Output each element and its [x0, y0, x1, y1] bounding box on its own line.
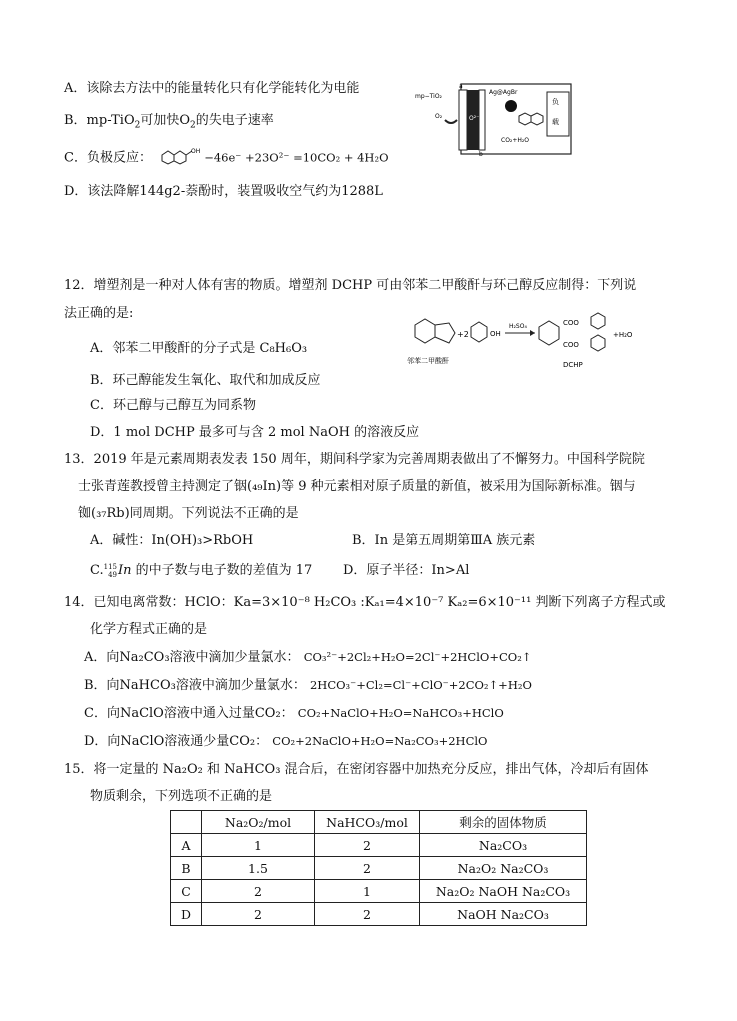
table-cell: 1: [315, 880, 420, 903]
tio2-label: mp−TiO₂: [415, 93, 442, 100]
agbr-label: Ag@AgBr: [489, 89, 518, 96]
table-cell: Na₂O₂ NaOH Na₂CO₃: [420, 880, 587, 903]
o2-minus-label: O²⁻: [469, 115, 480, 122]
table-header: [171, 811, 202, 834]
q13-stem-line3: 铷(₃₇Rb)同周期。下列说法不正确的是: [78, 506, 299, 521]
plus2-label: +2: [457, 330, 469, 339]
terminal-b: b: [479, 151, 483, 158]
table-cell: Na₂CO₃: [420, 834, 587, 857]
q12-stem-line2: 法正确的是:: [64, 306, 134, 321]
q14-stem-line1: 14．已知电离常数：HClO：Ka=3×10⁻⁸ H₂CO₃ :Kₐ₁=4×10⁻⁷ Kₐ₂=6×10⁻¹¹ 判断下列离子方程式或: [64, 595, 666, 610]
q12-option-b: B．环己醇能发生氧化、取代和加成反应: [90, 373, 321, 388]
table-cell: D: [171, 903, 202, 926]
naphthol-structure: [156, 147, 200, 169]
q13-option-d: D．原子半径：In>Al: [343, 563, 470, 578]
q14-option-b: B．向NaHCO₃溶液中滴加少量氯水： 2HCO₃⁻+Cl₂=Cl⁻+ClO⁻+2CO₂↑+H₂O: [84, 678, 532, 693]
water-label: +H₂O: [613, 331, 633, 339]
terminal-a: a: [459, 83, 463, 90]
coo-label-2: COO: [563, 341, 579, 349]
coo-label-1: COO: [563, 319, 579, 327]
q11-option-b: B．mp-TiO$_2$可加快$O_2$的失电子速率: [64, 113, 274, 131]
q13-stem-line2: 士张青莲教授曾主持测定了铟(₄₉In)等 9 种元素相对原子质量的新值，被采用为国际新标准。铟与: [78, 479, 636, 494]
h2so4-label: H₂SO₄: [509, 323, 527, 330]
load-label-2: 载: [552, 118, 559, 126]
co2-h2o-label: CO₂+H₂O: [501, 137, 529, 144]
q15-stem-line1: 15．将一定量的 Na₂O₂ 和 NaHCO₃ 混合后，在密闭容器中加热充分反应，排出气体，冷却后有固体: [64, 762, 649, 777]
anhydride-label: 邻苯二甲酸酐: [407, 357, 449, 365]
o2-label: O₂: [435, 113, 443, 120]
table-cell: 2: [315, 834, 420, 857]
table-cell: 2: [202, 880, 315, 903]
table-cell: Na₂O₂ Na₂CO₃: [420, 857, 587, 880]
table-cell: NaOH Na₂CO₃: [420, 903, 587, 926]
cyclohexanol-oh-label: OH: [490, 330, 501, 338]
table-row: [171, 903, 587, 926]
q12-option-a: A．邻苯二甲酸酐的分子式是 C₈H₆O₃: [90, 341, 308, 356]
q13-option-a: A．碱性：In(OH)₃>RbOH: [90, 533, 254, 548]
load-label-1: 负: [552, 98, 559, 106]
table-cell: 1: [202, 834, 315, 857]
dchp-reaction-figure: [405, 305, 675, 375]
table-header-row: [171, 811, 587, 834]
table-cell: B: [171, 857, 202, 880]
table-row: [171, 880, 587, 903]
q15-table: [170, 810, 587, 926]
light-icon: [505, 100, 517, 112]
q13-option-b: B．In 是第五周期第ⅢA 族元素: [352, 533, 536, 548]
table-row: [171, 834, 587, 857]
table-header: NaHCO₃/mol: [315, 811, 420, 834]
q13-stem-line1: 13．2019 年是元素周期表发表 150 周年，期间科学家为完善周期表做出了不懈努力。中国科学院院: [64, 452, 645, 467]
table-cell: C: [171, 880, 202, 903]
electron-arrow-icon: [445, 120, 457, 123]
q11-option-d: D．该法降解144g2-萘酚时，装置吸收空气约为1288L: [64, 184, 383, 199]
q15-stem-line2: 物质剩余，下列选项不正确的是: [90, 789, 273, 804]
naphthol-oh-label: OH: [191, 148, 201, 155]
q14-stem-line2: 化学方程式正确的是: [90, 622, 208, 637]
q12-option-c: C．环己醇与己醇互为同系物: [90, 398, 256, 413]
table-cell: A: [171, 834, 202, 857]
q14-option-a: A．向Na₂CO₃溶液中滴加少量氯水： CO₃²⁻+2Cl₂+H₂O=2Cl⁻+2HClO+CO₂↑: [84, 650, 532, 665]
q13-option-c: C.115 49In 的中子数与电子数的差值为 17: [90, 562, 313, 579]
q12-stem-line1: 12．增塑剂是一种对人体有害的物质。增塑剂 DCHP 可由邻苯二甲酸酐与环己醇反应制得：下列说: [64, 278, 637, 293]
table-row: [171, 857, 587, 880]
table-cell: 2: [315, 903, 420, 926]
dchp-label: DCHP: [563, 361, 583, 369]
reaction-arrow-icon: [530, 330, 535, 336]
electrochemical-device-figure: [415, 80, 575, 160]
q14-option-c: C．向NaClO溶液中通入过量CO₂： CO₂+NaClO+H₂O=NaHCO₃+HClO: [84, 706, 504, 721]
table-cell: 2: [202, 903, 315, 926]
q14-option-d: D．向NaClO溶液通少量CO₂： CO₂+2NaClO+H₂O=Na₂CO₃+2HClO: [84, 734, 488, 749]
table-cell: 1.5: [202, 857, 315, 880]
table-header: Na₂O₂/mol: [202, 811, 315, 834]
table-cell: 2: [315, 857, 420, 880]
q12-option-d: D．1 mol DCHP 最多可与含 2 mol NaOH 的溶液反应: [90, 425, 420, 440]
q11-option-c: C．负极反应： OH −46e⁻ +23O²⁻ =10CO₂ + 4H₂O: [64, 147, 389, 169]
table-header: 剩余的固体物质: [420, 811, 587, 834]
q11-option-a: A．该除去方法中的能量转化只有化学能转化为电能: [64, 81, 360, 96]
